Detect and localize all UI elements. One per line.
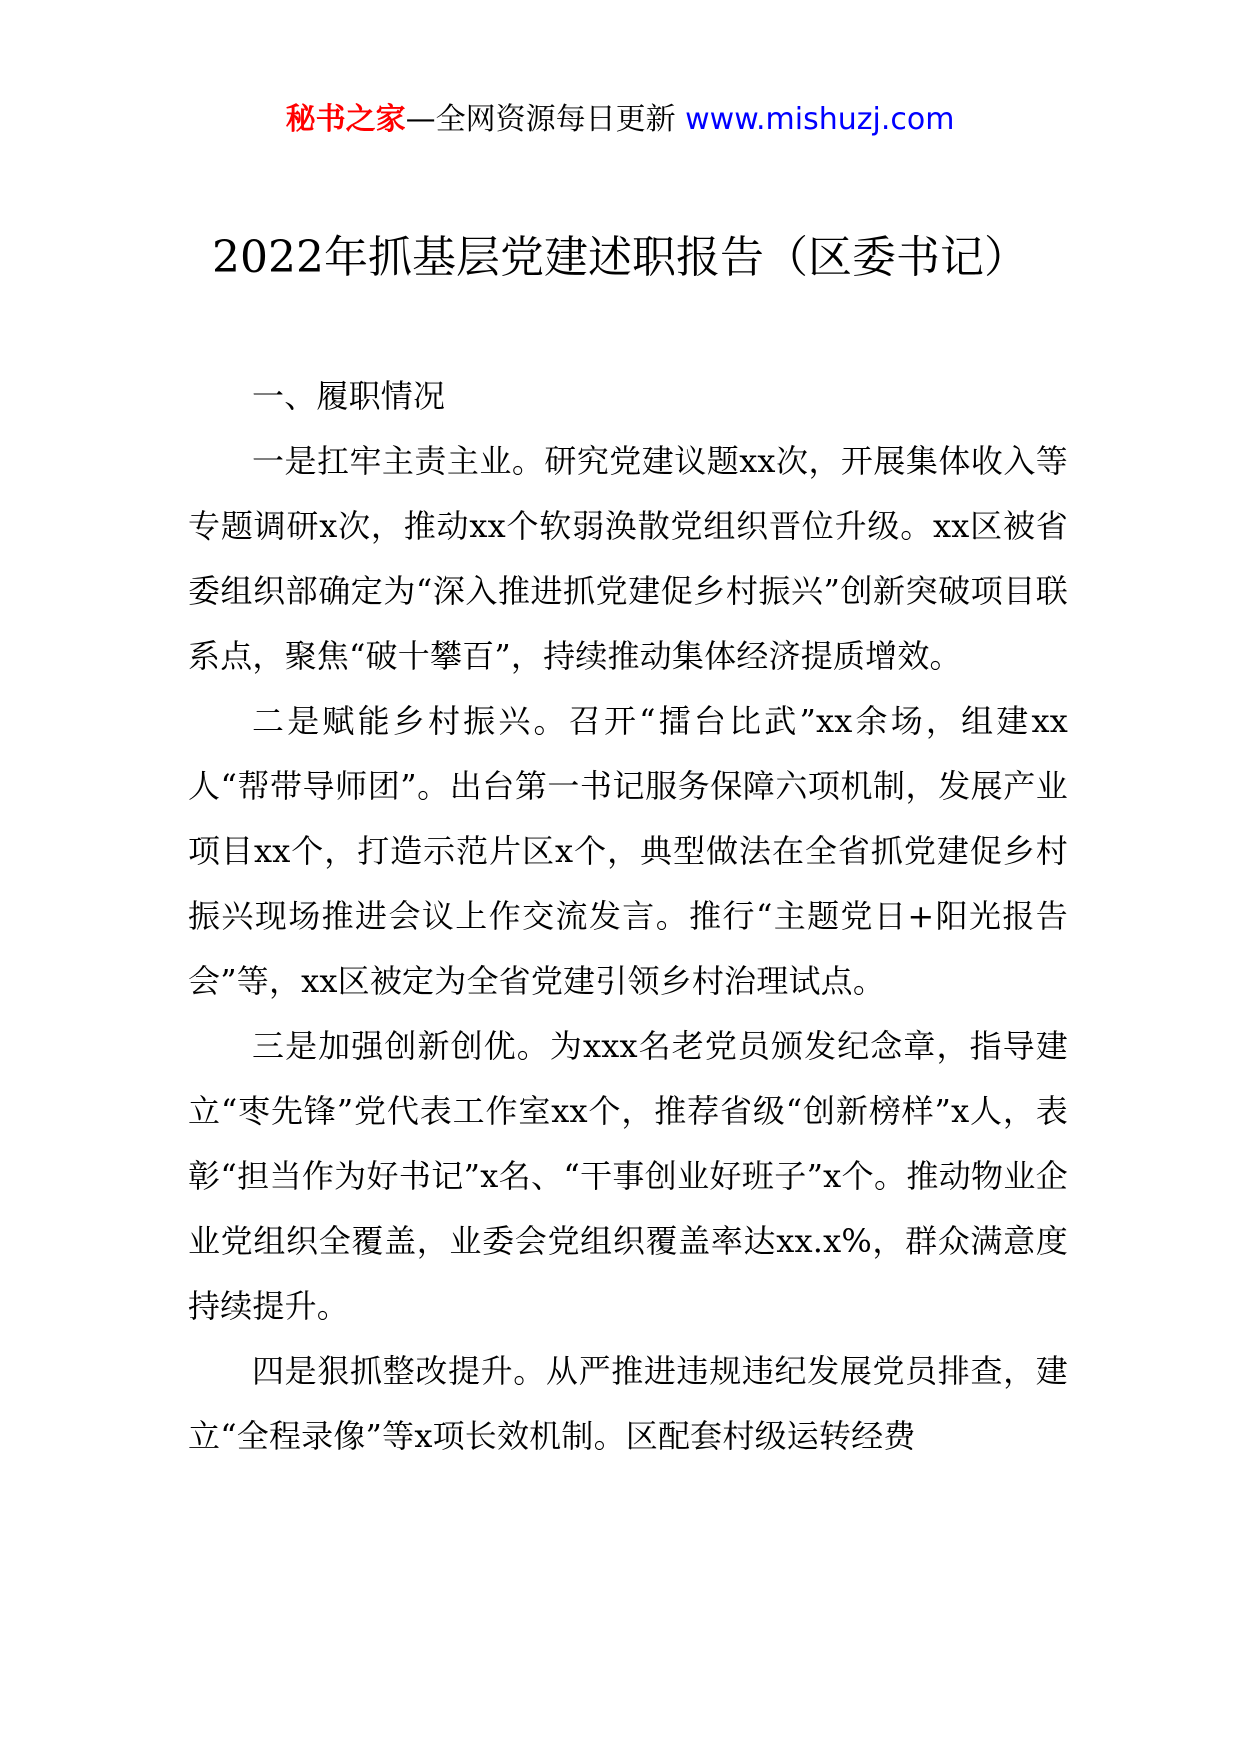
section-heading: 一、履职情况	[252, 377, 446, 415]
document-body	[188, 364, 1068, 1469]
site-tagline: —全网资源每日更新	[405, 102, 686, 137]
paragraph-2: 二是赋能乡村振兴。召开“擂台比武”xx余场，组建xx人“帮带导师团”。出台第一书记服务保障六项机制，发展产业项目xx个，打造示范片区x个，典型做法在全省抓党建促乡村振兴现场推进会议上作交流发言。推行“主题党日+阳光报告会”等，xx区被定为全省党建引领乡村治理试点。	[188, 702, 1068, 1000]
site-header	[0, 100, 1240, 140]
site-brand: 秘书之家	[285, 102, 406, 137]
paragraph-3: 三是加强创新创优。为xxx名老党员颁发纪念章，指导建立“枣先锋”党代表工作室xx个，推荐省级“创新榜样”x人，表彰“担当作为好书记”x名、“干事创业好班子”x个。推动物业企业党组织全覆盖，业委会党组织覆盖率达xx.x%，群众满意度持续提升。	[188, 1027, 1068, 1325]
document-title: 2022年抓基层党建述职报告（区委书记）	[212, 232, 1028, 283]
site-url-link[interactable]: www.mishuzj.com	[685, 102, 955, 137]
paragraph-1: 一是扛牢主责主业。研究党建议题xx次，开展集体收入等专题调研x次，推动xx个软弱涣散党组织晋位升级。xx区被省委组织部确定为“深入推进抓党建促乡村振兴”创新突破项目联系点，聚焦“破十攀百”，持续推动集体经济提质增效。	[188, 442, 1068, 675]
paragraph-4: 四是狠抓整改提升。从严推进违规违纪发展党员排查，建立“全程录像”等x项长效机制。区配套村级运转经费	[188, 1352, 1068, 1455]
